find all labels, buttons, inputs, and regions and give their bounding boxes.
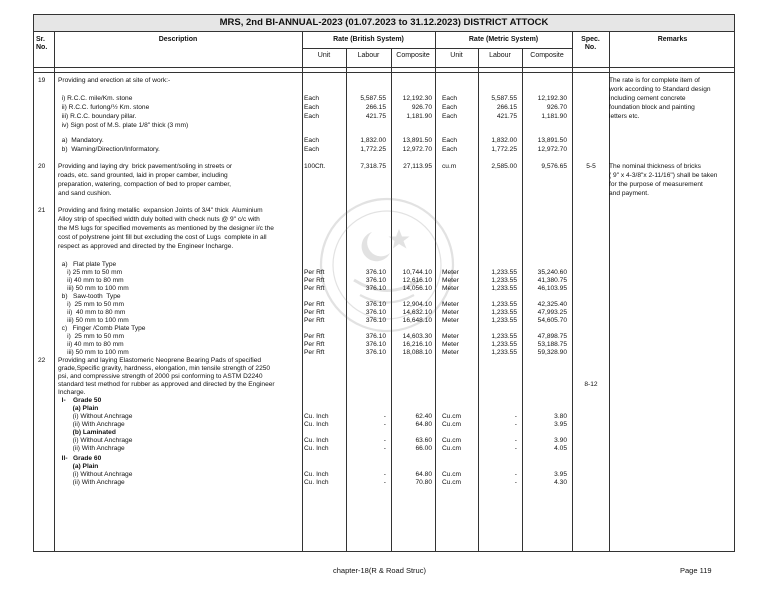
description-cell: c) Finger /Comb Plate Type (58, 325, 146, 332)
composite-metric-cell: 12,972.70 (537, 146, 567, 153)
composite-metric-cell: 13,891.50 (537, 137, 567, 144)
description-cell: i) 25 mm to 50 mm (58, 301, 124, 308)
table-row (34, 76, 734, 85)
header-spec-no: No. (584, 44, 597, 51)
labour-british-cell: 376.10 (365, 285, 386, 292)
description-cell: iii) R.C.C. boundary pillar. (58, 113, 137, 120)
table-row (34, 189, 734, 198)
composite-metric-cell: 9,576.65 (541, 163, 567, 170)
unit-metric-cell: Meter (442, 309, 459, 316)
composite-british-cell: 14,632.10 (402, 309, 432, 316)
composite-british-cell: 12,616.10 (402, 277, 432, 284)
unit-british-cell: Each (304, 104, 320, 111)
sr-number: 22 (38, 357, 46, 364)
table-row (34, 145, 734, 154)
unit-metric-cell: Each (442, 137, 458, 144)
composite-metric-cell: 3.90 (554, 437, 567, 444)
table-row (34, 206, 734, 215)
unit-british-cell: 100Cft. (304, 163, 326, 170)
unit-british-cell: Cu. Inch (304, 471, 329, 478)
composite-metric-cell: 4.05 (554, 445, 567, 452)
remarks-cell: including cement concrete (609, 95, 686, 102)
labour-metric-cell: 1,233.55 (491, 277, 517, 284)
remarks-cell: ( 9" x 4-3/8"x 2-11/16") shall be taken (609, 172, 718, 179)
description-cell: (i) Without Anchrage (58, 471, 133, 478)
description-cell: Alloy strip of specified width duly bolted with check nuts @ 9" c/c with (58, 216, 260, 223)
unit-british-cell: Cu. Inch (304, 445, 329, 452)
table-row (34, 112, 734, 121)
unit-metric-cell: Cu.cm (442, 479, 462, 486)
composite-british-cell: 16,216.10 (402, 341, 432, 348)
description-cell: psi, and compressive strength of 2000 psi conforming to ASTM D2240 (58, 373, 263, 380)
description-cell: b) Warning/Direction/Informatory. (58, 146, 160, 153)
composite-metric-cell: 1,181.90 (541, 113, 567, 120)
unit-british-cell: Cu. Inch (304, 413, 329, 420)
labour-british-cell: - (383, 413, 386, 420)
table-body (34, 72, 734, 551)
header-unit-metric: Unit (450, 52, 463, 59)
composite-british-cell: 16,648.10 (402, 317, 432, 324)
description-cell: (ii) With Anchrage (58, 479, 125, 486)
table-header (34, 32, 734, 73)
unit-metric-cell: Cu.cm (442, 421, 462, 428)
remarks-cell: The rate is for complete item of (609, 77, 700, 84)
labour-metric-cell: 1,772.25 (491, 146, 517, 153)
header-sr: Sr. (36, 36, 45, 43)
unit-metric-cell: Each (442, 104, 458, 111)
description-cell: (a) Plain (58, 463, 99, 470)
unit-british-cell: Per Rft (304, 285, 325, 292)
labour-british-cell: - (383, 445, 386, 452)
labour-british-cell: 1,832.00 (360, 137, 386, 144)
unit-british-cell: Per Rft (304, 317, 325, 324)
unit-british-cell: Each (304, 137, 320, 144)
description-cell: iv) Sign post of M.S. plate 1/8" thick (3 mm) (58, 122, 189, 129)
labour-metric-cell: - (514, 445, 517, 452)
labour-metric-cell: - (514, 437, 517, 444)
page-title: MRS, 2nd BI-ANNUAL-2023 (01.07.2023 to 31.12.2023) DISTRICT ATTOCK (34, 15, 734, 32)
labour-metric-cell: 1,233.55 (491, 341, 517, 348)
unit-metric-cell: Meter (442, 269, 459, 276)
composite-metric-cell: 47,993.25 (537, 309, 567, 316)
table-row (34, 85, 734, 94)
unit-british-cell: Cu. Inch (304, 421, 329, 428)
unit-metric-cell: cu.m (442, 163, 457, 170)
sr-number: 21 (38, 207, 46, 214)
labour-british-cell: 5,587.55 (360, 95, 386, 102)
labour-metric-cell: 2,585.00 (491, 163, 517, 170)
header-description: Description (158, 36, 198, 43)
labour-british-cell: 7,318.75 (360, 163, 386, 170)
description-cell: ii) R.C.C. furlong/½ Km. stone (58, 104, 150, 111)
composite-british-cell: 14,056.10 (402, 285, 432, 292)
unit-metric-cell: Meter (442, 285, 459, 292)
table-row (34, 121, 734, 130)
unit-metric-cell: Meter (442, 341, 459, 348)
remarks-cell: foundation block and painting (609, 104, 695, 111)
description-cell: a) Mandatory. (58, 137, 104, 144)
header-double-rule (34, 67, 734, 68)
table-row (34, 94, 734, 103)
unit-metric-cell: Each (442, 146, 458, 153)
labour-metric-cell: 421.75 (496, 113, 517, 120)
labour-metric-cell: 1,233.55 (491, 317, 517, 324)
header-labour-british: Labour (357, 52, 380, 59)
unit-metric-cell: Meter (442, 277, 459, 284)
composite-british-cell: 1,181.90 (406, 113, 432, 120)
composite-british-cell: 64.80 (415, 471, 432, 478)
table-row (34, 180, 734, 189)
labour-metric-cell: - (514, 471, 517, 478)
labour-metric-cell: 1,233.55 (491, 309, 517, 316)
labour-metric-cell: 1,233.55 (491, 333, 517, 340)
composite-british-cell: 18,088.10 (402, 349, 432, 356)
composite-metric-cell: 41,380.75 (537, 277, 567, 284)
footer-page-number: Page 119 (680, 566, 712, 575)
composite-metric-cell: 3.95 (554, 421, 567, 428)
description-cell: ii) 40 mm to 80 mm (58, 309, 126, 316)
description-cell: grade,Specific gravity, hardness, elongation, min tensile strength of 2250 (58, 365, 271, 372)
labour-metric-cell: 266.15 (496, 104, 517, 111)
header-no: No. (36, 44, 48, 51)
table-row (34, 444, 734, 453)
labour-metric-cell: - (514, 479, 517, 486)
unit-metric-cell: Meter (442, 333, 459, 340)
composite-metric-cell: 46,103.95 (537, 285, 567, 292)
remarks-cell: letters etc. (609, 113, 640, 120)
composite-british-cell: 63.60 (415, 437, 432, 444)
composite-british-cell: 62.40 (415, 413, 432, 420)
table-row (34, 242, 734, 251)
composite-british-cell: 10,744.10 (402, 269, 432, 276)
description-cell: (ii) With Anchrage (58, 445, 125, 452)
unit-british-cell: Each (304, 146, 320, 153)
description-cell: Providing and laying dry brick pavement/soling in streets or (58, 163, 233, 170)
table-row (34, 171, 734, 180)
labour-metric-cell: - (514, 413, 517, 420)
description-cell: (i) Without Anchrage (58, 413, 133, 420)
remarks-cell: work according to Standard design (609, 86, 711, 93)
unit-metric-cell: Meter (442, 317, 459, 324)
labour-metric-cell: 1,233.55 (491, 301, 517, 308)
unit-british-cell: Cu. Inch (304, 437, 329, 444)
header-composite-british: Composite (396, 52, 430, 59)
composite-metric-cell: 926.70 (546, 104, 567, 111)
labour-british-cell: - (383, 471, 386, 478)
header-divider (302, 48, 572, 49)
unit-british-cell: Per Rft (304, 277, 325, 284)
table-row (34, 103, 734, 112)
description-cell: (i) Without Anchrage (58, 437, 133, 444)
labour-british-cell: 376.10 (365, 317, 386, 324)
header-rate-metric: Rate (Metric System) (468, 36, 539, 43)
unit-metric-cell: Cu.cm (442, 413, 462, 420)
unit-british-cell: Cu. Inch (304, 479, 329, 486)
labour-british-cell: - (383, 437, 386, 444)
remarks-cell: for the purpose of measurement (609, 181, 703, 188)
spec-number-cell: 8-12 (584, 381, 598, 388)
description-cell: Providing and fixing metallic expansion Joints of 3/4" thick Aluminium (58, 207, 263, 214)
composite-metric-cell: 4.30 (554, 479, 567, 486)
composite-metric-cell: 3.95 (554, 471, 567, 478)
composite-british-cell: 27,113.95 (403, 163, 432, 170)
description-cell: (b) Laminated (58, 429, 116, 436)
composite-metric-cell: 53,188.75 (537, 341, 567, 348)
composite-british-cell: 12,904.10 (402, 301, 432, 308)
labour-british-cell: 421.75 (365, 113, 386, 120)
labour-metric-cell: - (514, 421, 517, 428)
description-cell: respect as approved and directed by the Engineer Incharge. (58, 243, 234, 250)
description-cell: b) Saw-tooth Type (58, 293, 121, 300)
table-row (34, 215, 734, 224)
unit-british-cell: Per Rft (304, 301, 325, 308)
labour-british-cell: 376.10 (365, 349, 386, 356)
labour-british-cell: 376.10 (365, 301, 386, 308)
unit-metric-cell: Meter (442, 349, 459, 356)
table-row (34, 478, 734, 487)
table-row (34, 233, 734, 242)
description-cell: I- Grade 50 (58, 397, 102, 404)
composite-british-cell: 66.00 (415, 445, 432, 452)
description-cell: Providing and laying Elastomeric Neoprene Bearing Pads of specified (58, 357, 262, 364)
unit-metric-cell: Each (442, 113, 458, 120)
unit-metric-cell: Cu.cm (442, 471, 462, 478)
description-cell: i) 25 mm to 50 mm (58, 269, 123, 276)
description-cell: ii) 40 mm to 80 mm (58, 341, 124, 348)
header-unit-british: Unit (317, 52, 331, 59)
unit-british-cell: Per Rft (304, 309, 325, 316)
unit-british-cell: Per Rft (304, 333, 325, 340)
description-cell: iii) 50 mm to 100 mm (58, 349, 129, 356)
description-cell: a) Flat plate Type (58, 261, 117, 268)
remarks-cell: The nominal thickness of bricks (609, 163, 701, 170)
composite-metric-cell: 54,605.70 (537, 317, 567, 324)
rate-sheet (33, 14, 735, 552)
labour-british-cell: 1,772.25 (360, 146, 386, 153)
unit-british-cell: Per Rft (304, 341, 325, 348)
sr-number: 20 (38, 163, 46, 170)
unit-metric-cell: Each (442, 95, 458, 102)
description-cell: standard test method for rubber as approved and directed by the Engineer (58, 381, 275, 388)
composite-british-cell: 926.70 (411, 104, 432, 111)
labour-british-cell: - (383, 479, 386, 486)
description-cell: cost of polystrene joint fill but excluding the cost of Lugs complete in all (58, 234, 267, 241)
labour-british-cell: 376.10 (365, 333, 386, 340)
unit-british-cell: Each (304, 113, 320, 120)
header-rate-british: Rate (British System) (333, 36, 404, 43)
labour-metric-cell: 1,832.00 (491, 137, 517, 144)
composite-metric-cell: 35,240.60 (537, 269, 567, 276)
unit-british-cell: Per Rft (304, 269, 325, 276)
composite-metric-cell: 47,898.75 (537, 333, 567, 340)
labour-british-cell: 376.10 (365, 309, 386, 316)
header-spec: Spec. (581, 36, 600, 43)
spec-number-cell: 5-5 (586, 163, 596, 170)
composite-metric-cell: 42,325.40 (537, 301, 567, 308)
labour-metric-cell: 1,233.55 (491, 349, 517, 356)
composite-british-cell: 12,192.30 (402, 95, 432, 102)
composite-metric-cell: 59,328.90 (537, 349, 567, 356)
labour-british-cell: 376.10 (365, 341, 386, 348)
unit-metric-cell: Cu.cm (442, 437, 462, 444)
description-cell: II- Grade 60 (58, 455, 102, 462)
table-row (34, 162, 734, 171)
footer-chapter: chapter-18(R & Road Struc) (333, 566, 426, 575)
description-cell: roads, etc. sand grounted, laid in proper camber, including (58, 172, 228, 179)
description-cell: i) R.C.C. mile/Km. stone (58, 95, 133, 102)
remarks-cell: and payment. (609, 190, 649, 197)
sr-number: 19 (38, 77, 46, 84)
description-cell: preparation, watering, compaction of bed to proper camber, (58, 181, 232, 188)
description-cell: i) 25 mm to 50 mm (58, 333, 124, 340)
composite-british-cell: 14,603.30 (402, 333, 432, 340)
description-cell: ii) 40 mm to 80 mm (58, 277, 124, 284)
description-cell: the MS lugs for specified movements as mentioned by the designer i/c the (58, 225, 274, 232)
description-cell: (ii) With Anchrage (58, 421, 125, 428)
description-cell: iii) 50 mm to 100 mm (58, 285, 129, 292)
composite-metric-cell: 12,192.30 (537, 95, 567, 102)
labour-metric-cell: 1,233.55 (491, 285, 517, 292)
description-cell: Incharge. (58, 389, 86, 396)
labour-metric-cell: 5,587.55 (491, 95, 517, 102)
unit-british-cell: Each (304, 95, 320, 102)
labour-british-cell: 376.10 (365, 277, 386, 284)
unit-metric-cell: Meter (442, 301, 459, 308)
composite-british-cell: 64.80 (415, 421, 432, 428)
unit-british-cell: Per Rft (304, 349, 325, 356)
labour-british-cell: 266.15 (365, 104, 386, 111)
header-labour-metric: Labour (489, 52, 511, 59)
composite-metric-cell: 3.80 (554, 413, 567, 420)
description-cell: (a) Plain (58, 405, 99, 412)
unit-metric-cell: Cu.cm (442, 445, 462, 452)
composite-british-cell: 13,891.50 (402, 137, 432, 144)
table-row (34, 224, 734, 233)
table-row (34, 136, 734, 145)
labour-metric-cell: 1,233.55 (491, 269, 517, 276)
composite-british-cell: 12,972.70 (402, 146, 432, 153)
header-composite-metric: Composite (530, 52, 564, 59)
description-cell: and sand cushion. (58, 190, 112, 197)
description-cell: iii) 50 mm to 100 mm (58, 317, 129, 324)
description-cell: Providing and erection at site of work:- (58, 77, 171, 84)
header-remarks: Remarks (657, 36, 688, 43)
labour-british-cell: 376.10 (365, 269, 386, 276)
labour-british-cell: - (383, 421, 386, 428)
composite-british-cell: 70.80 (415, 479, 432, 486)
